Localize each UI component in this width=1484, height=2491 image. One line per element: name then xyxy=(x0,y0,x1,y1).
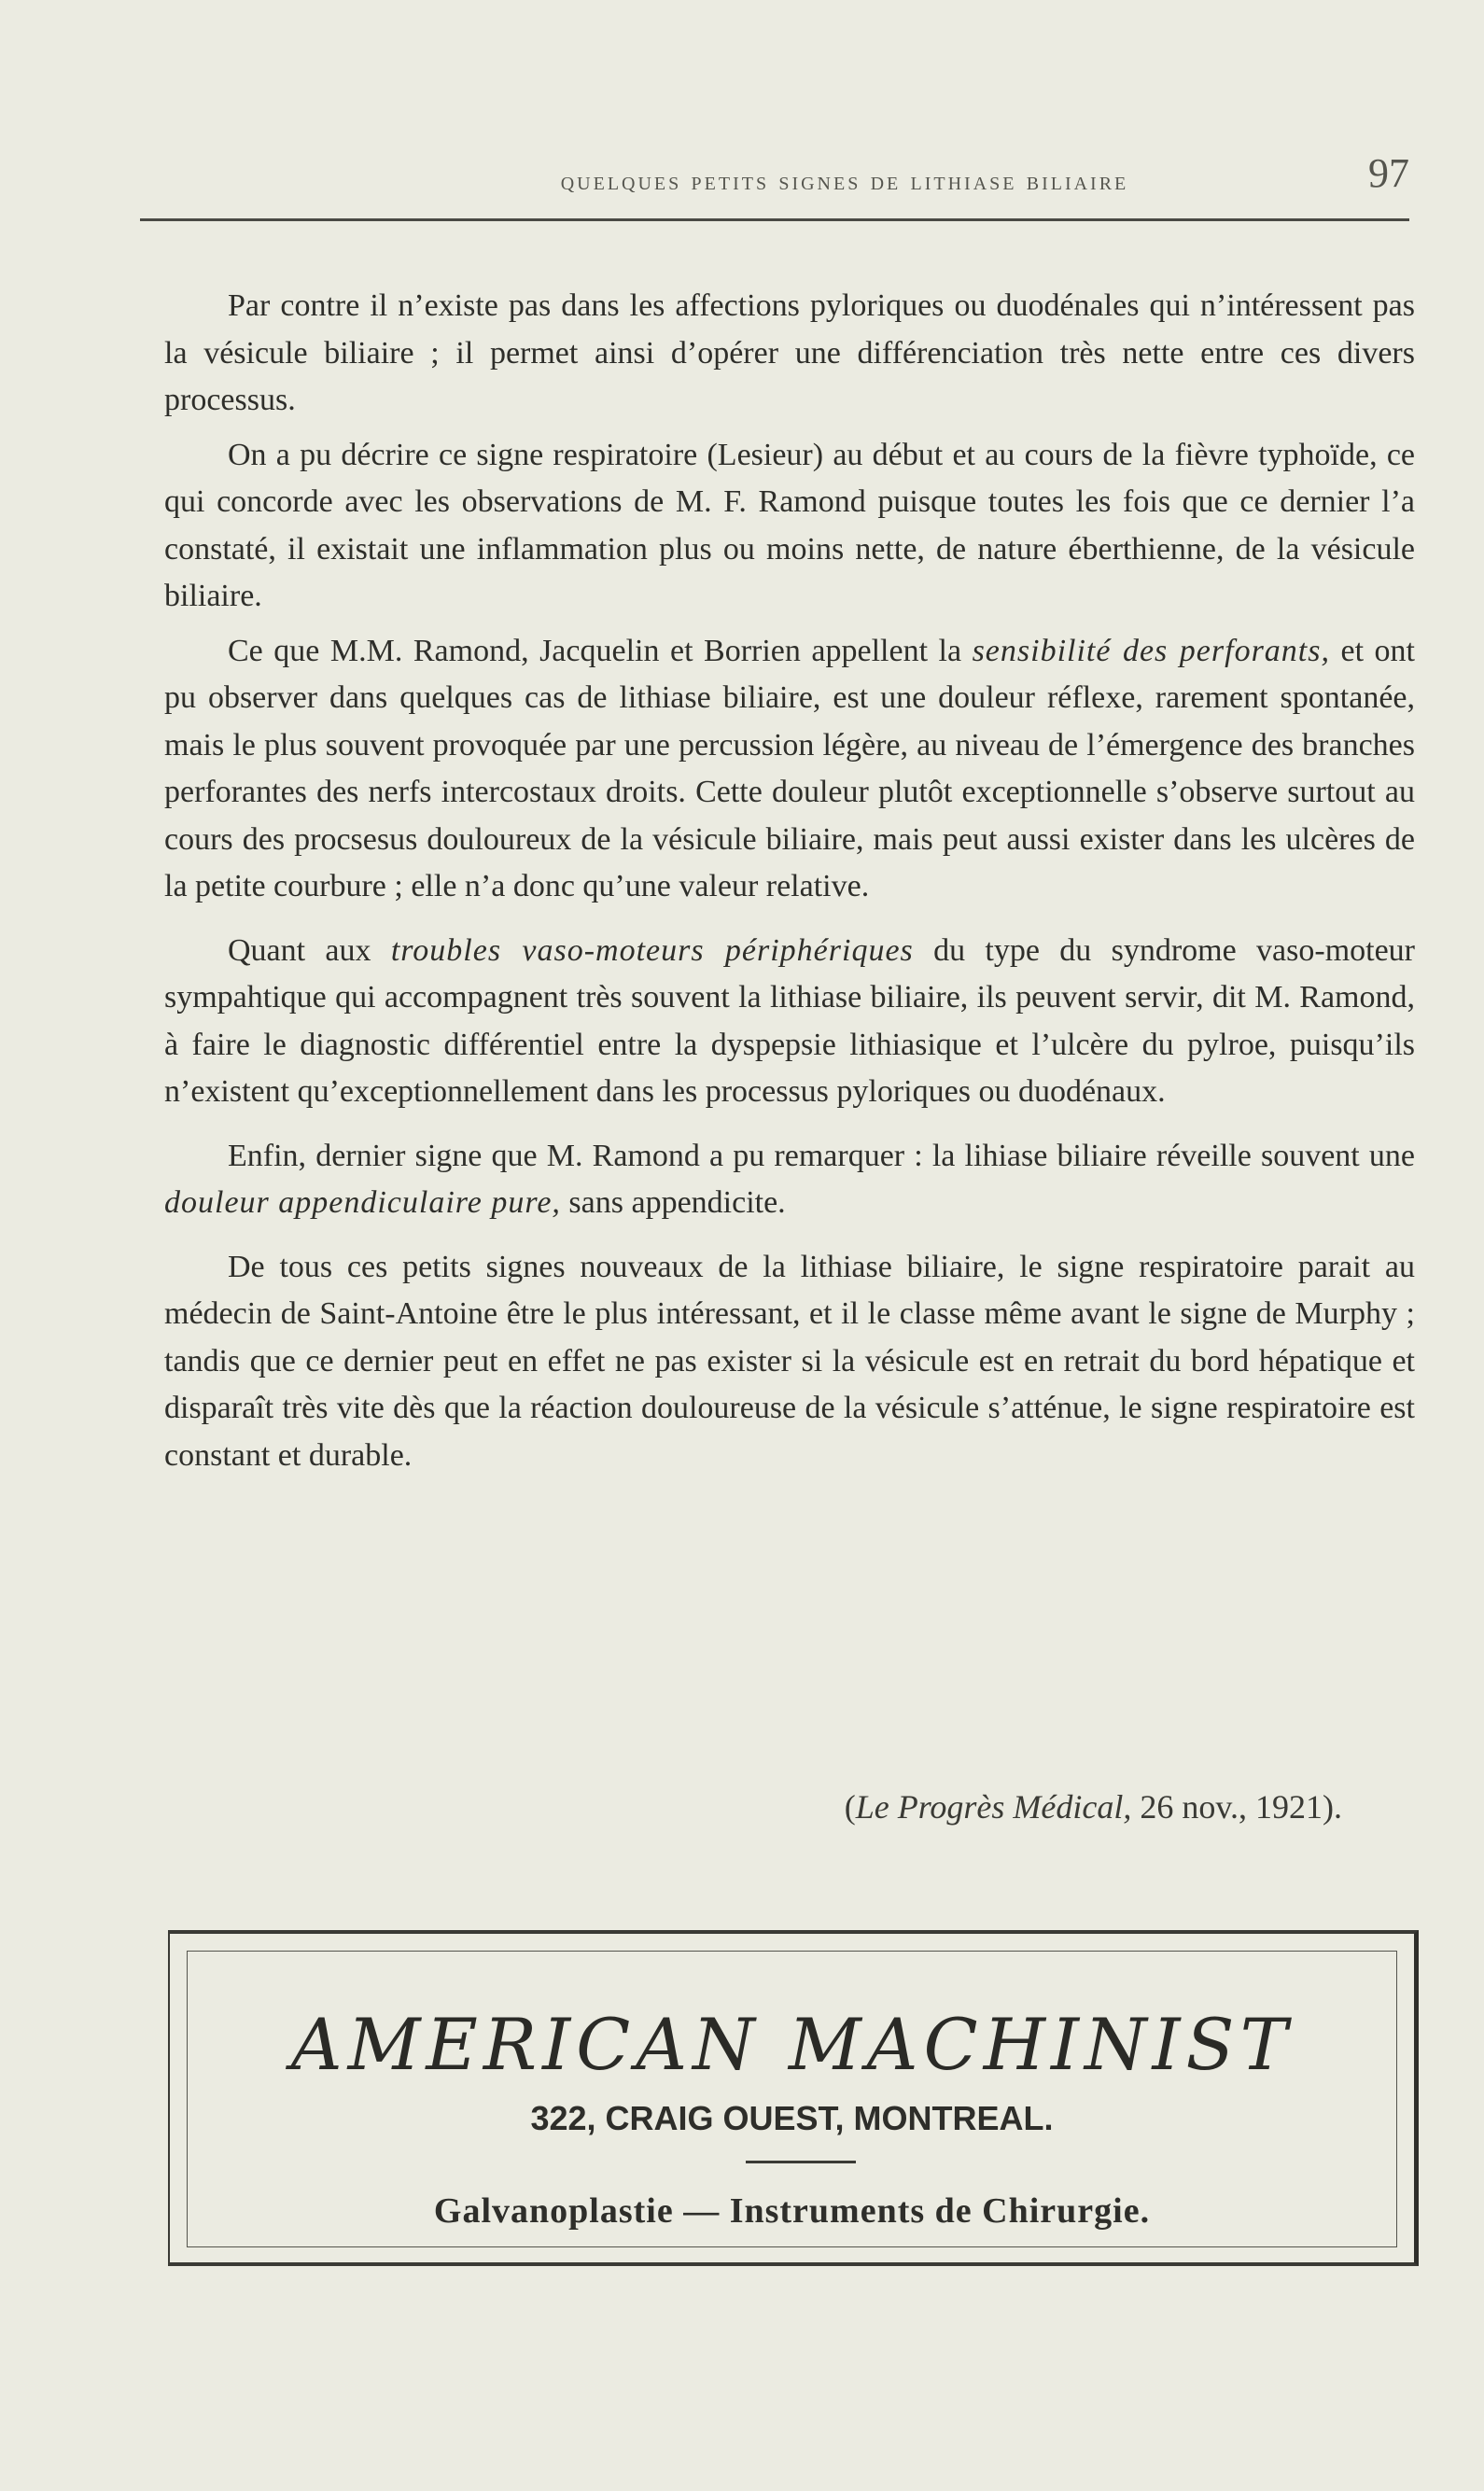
header-rule xyxy=(140,218,1409,221)
citation-close: ). xyxy=(1323,1788,1342,1826)
source-citation xyxy=(845,1787,1342,1826)
paragraph-4-italic: troubles vaso-moteurs périphériques xyxy=(390,932,914,968)
paragraph-1: Par contre il n’existe pas dans les affections pyloriques ou duodénales qui n’intéressent pas la vésicule biliaire ; il permet ainsi d’opérer une différenciation très nette entre ces divers processus. xyxy=(164,288,1415,417)
paragraph-3 xyxy=(164,628,1415,911)
citation-journal: Le Progrès Médical, xyxy=(855,1788,1132,1826)
paragraph-5 xyxy=(164,1133,1415,1227)
running-head xyxy=(140,150,1409,222)
paragraph-3-italic: sensibilité des perforants, xyxy=(972,633,1330,668)
paragraph-3-text-start: Ce que M.M. Ramond, Jacquelin et Borrien appellent la xyxy=(228,633,973,668)
paragraph-2: On a pu décrire ce signe respiratoire (Lesieur) au début et au cours de la fièvre typhoïde, ce qui concorde avec les observations de M. F. Ramond puisque toutes les fois que ce dernier l’a constaté, il existait une inflammation plus ou moins nette, de nature éberthienne, de la vésicule biliaire. xyxy=(164,437,1415,613)
advertisement-services: Galvanoplastie — Instruments de Chirurgie. xyxy=(433,2191,1151,2231)
paragraph-4 xyxy=(164,928,1415,1116)
citation-date: 26 nov., 1921 xyxy=(1131,1788,1323,1826)
running-title: quelques petits signes de lithiase biliaire xyxy=(560,166,1129,196)
citation-open: ( xyxy=(844,1788,856,1826)
advertisement-divider xyxy=(746,2161,856,2163)
paragraph-5-text-start: Enfin, dernier signe que M. Ramond a pu remarquer : la lihiase biliaire réveille souvent une xyxy=(228,1138,1415,1173)
advertisement-box xyxy=(168,1930,1419,2266)
paragraph-3-text-end: et ont pu observer dans quelques cas de lithiase biliaire, est une douleur réflexe, rarement spontanée, mais le plus souvent provoquée par une percussion légère, au niveau de l’émergence des branches perforantes des nerfs intercostaux droits. Cette douleur plutôt exceptionnelle s’observe surtout au cours des procsesus douloureux de la vésicule biliaire, mais peut aussi exister dans les ulcères de la petite courbure ; elle n’a donc qu’une valeur relative. xyxy=(164,633,1415,903)
paragraph-5-italic: douleur appendiculaire pure, xyxy=(164,1185,561,1220)
paragraph-4-text-start: Quant aux xyxy=(228,932,391,968)
paragraph-5-text-end: sans appendicite. xyxy=(560,1185,786,1220)
page-number: 97 xyxy=(1368,150,1409,196)
advertisement-inner-frame xyxy=(187,1951,1397,2247)
article-body xyxy=(164,283,1415,1496)
advertisement-title: AMERICAN MACHINIST xyxy=(290,2003,1294,2086)
paragraph-4-text-end: du type du syndrome vaso-moteur sympahtique qui accompagnent très souvent la lithiase biliaire, ils peuvent servir, dit M. Ramond, à faire le diagnostic différentiel entre la dyspepsie lithiasique et l’ulcère du pylroe, puisqu’ils n’existent qu’exceptionnellement dans les processus pyloriques ou duodénaux. xyxy=(164,932,1416,1109)
paragraph-6: De tous ces petits signes nouveaux de la lithiase biliaire, le signe respiratoire parait au médecin de Saint-Antoine être le plus intéressant, et il le classe même avant le signe de Murphy ; tandis que ce dernier peut en effet ne pas exister si la vésicule est en retrait du bord hépatique et disparaît très vite dès que la réaction douloureuse de la vésicule s’atténue, le signe respiratoire est constant et durable. xyxy=(164,1249,1415,1473)
advertisement-address: 322, CRAIG OUEST, MONTREAL. xyxy=(530,2099,1054,2137)
